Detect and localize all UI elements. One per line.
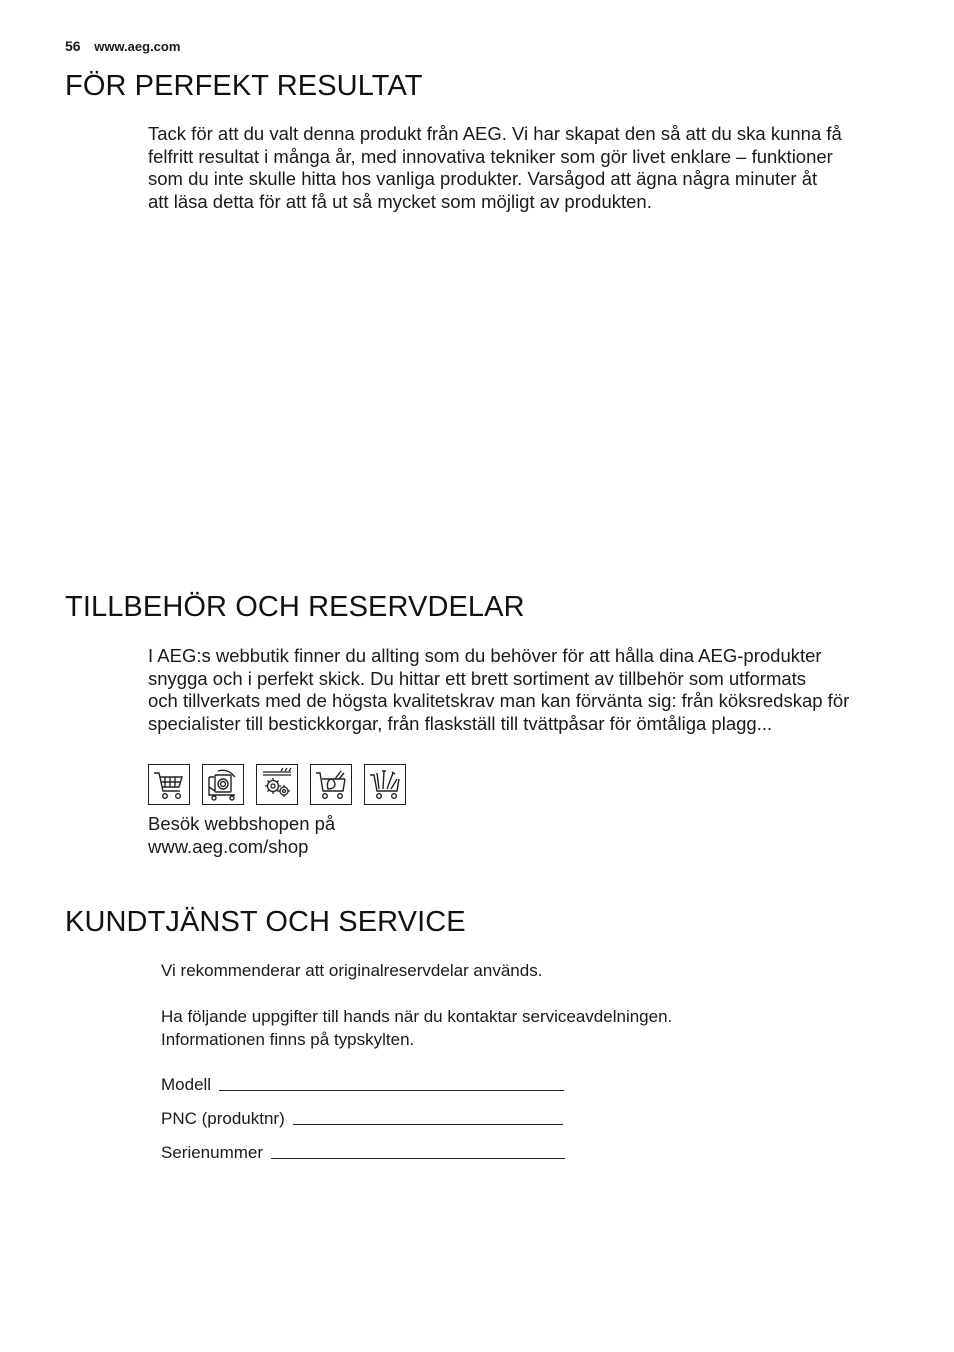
paragraph-line: I AEG:s webbutik finner du allting som du behöver för att hålla dina AEG-produkter: [148, 645, 822, 666]
pnc-label: PNC (produktnr): [161, 1109, 285, 1128]
washing-machine-cart-icon: [202, 764, 244, 805]
paragraph-line: att läsa detta för att få ut så mycket som möjligt av produkten.: [148, 190, 652, 212]
utensils-cart-icon: [364, 764, 406, 805]
section-title-accessories: TILLBEHÖR OCH RESERVDELAR: [65, 591, 525, 623]
paragraph-line: snygga och i perfekt skick. Du hittar ett brett sortiment av tillbehör som utformats: [148, 667, 807, 689]
serial-number-label: Serienummer: [161, 1143, 264, 1162]
shopping-cart-icon: [148, 764, 190, 805]
model-field[interactable]: [161, 1075, 564, 1095]
pnc-input-line[interactable]: [293, 1124, 563, 1125]
section-title-perfect-result: FÖR PERFEKT RESULTAT: [65, 70, 423, 102]
page-header: [65, 38, 180, 54]
webshop-visit-label: Besök webbshopen på: [148, 813, 336, 834]
perfect-result-paragraph: [148, 123, 908, 213]
paragraph-line: Tack för att du valt denna produkt från AEG. Vi har skapat den så att du ska kunna få: [148, 123, 842, 144]
webshop-link[interactable]: www.aeg.com/shop: [148, 836, 309, 857]
info-line: Ha följande uppgifter till hands när du kontaktar serviceavdelningen.: [161, 1007, 673, 1026]
paragraph-line: felfritt resultat i många år, med innovativa tekniker som gör livet enklare – funktioner: [148, 145, 833, 167]
model-label: Modell: [161, 1075, 212, 1094]
serial-number-field[interactable]: [161, 1143, 565, 1163]
webshop-icons: [148, 764, 406, 805]
website-url[interactable]: www.aeg.com: [94, 39, 181, 54]
page-number: 56: [65, 38, 81, 54]
info-line: Informationen finns på typskylten.: [161, 1029, 415, 1049]
service-info: [161, 1006, 672, 1051]
accessories-paragraph: [148, 645, 908, 735]
serial-number-input-line[interactable]: [271, 1158, 565, 1159]
kitchen-tools-cart-icon: [310, 764, 352, 805]
paragraph-line: och tillverkats med de högsta kvalitetskrav man kan förvänta sig: från köksredskap för: [148, 690, 850, 712]
webshop-text: [148, 812, 335, 858]
oven-gear-cart-icon: [256, 764, 298, 805]
recommendation-text: Vi rekommenderar att originalreservdelar används.: [161, 961, 543, 980]
service-recommendation: [161, 960, 542, 983]
paragraph-line: specialister till bestickkorgar, från flaskställ till tvättpåsar för ömtåliga plagg...: [148, 712, 773, 734]
pnc-field[interactable]: [161, 1109, 563, 1129]
section-title-service: KUNDTJÄNST OCH SERVICE: [65, 906, 466, 938]
paragraph-line: som du inte skulle hitta hos vanliga produkter. Varsågod att ägna några minuter åt: [148, 168, 818, 190]
model-input-line[interactable]: [219, 1090, 564, 1091]
